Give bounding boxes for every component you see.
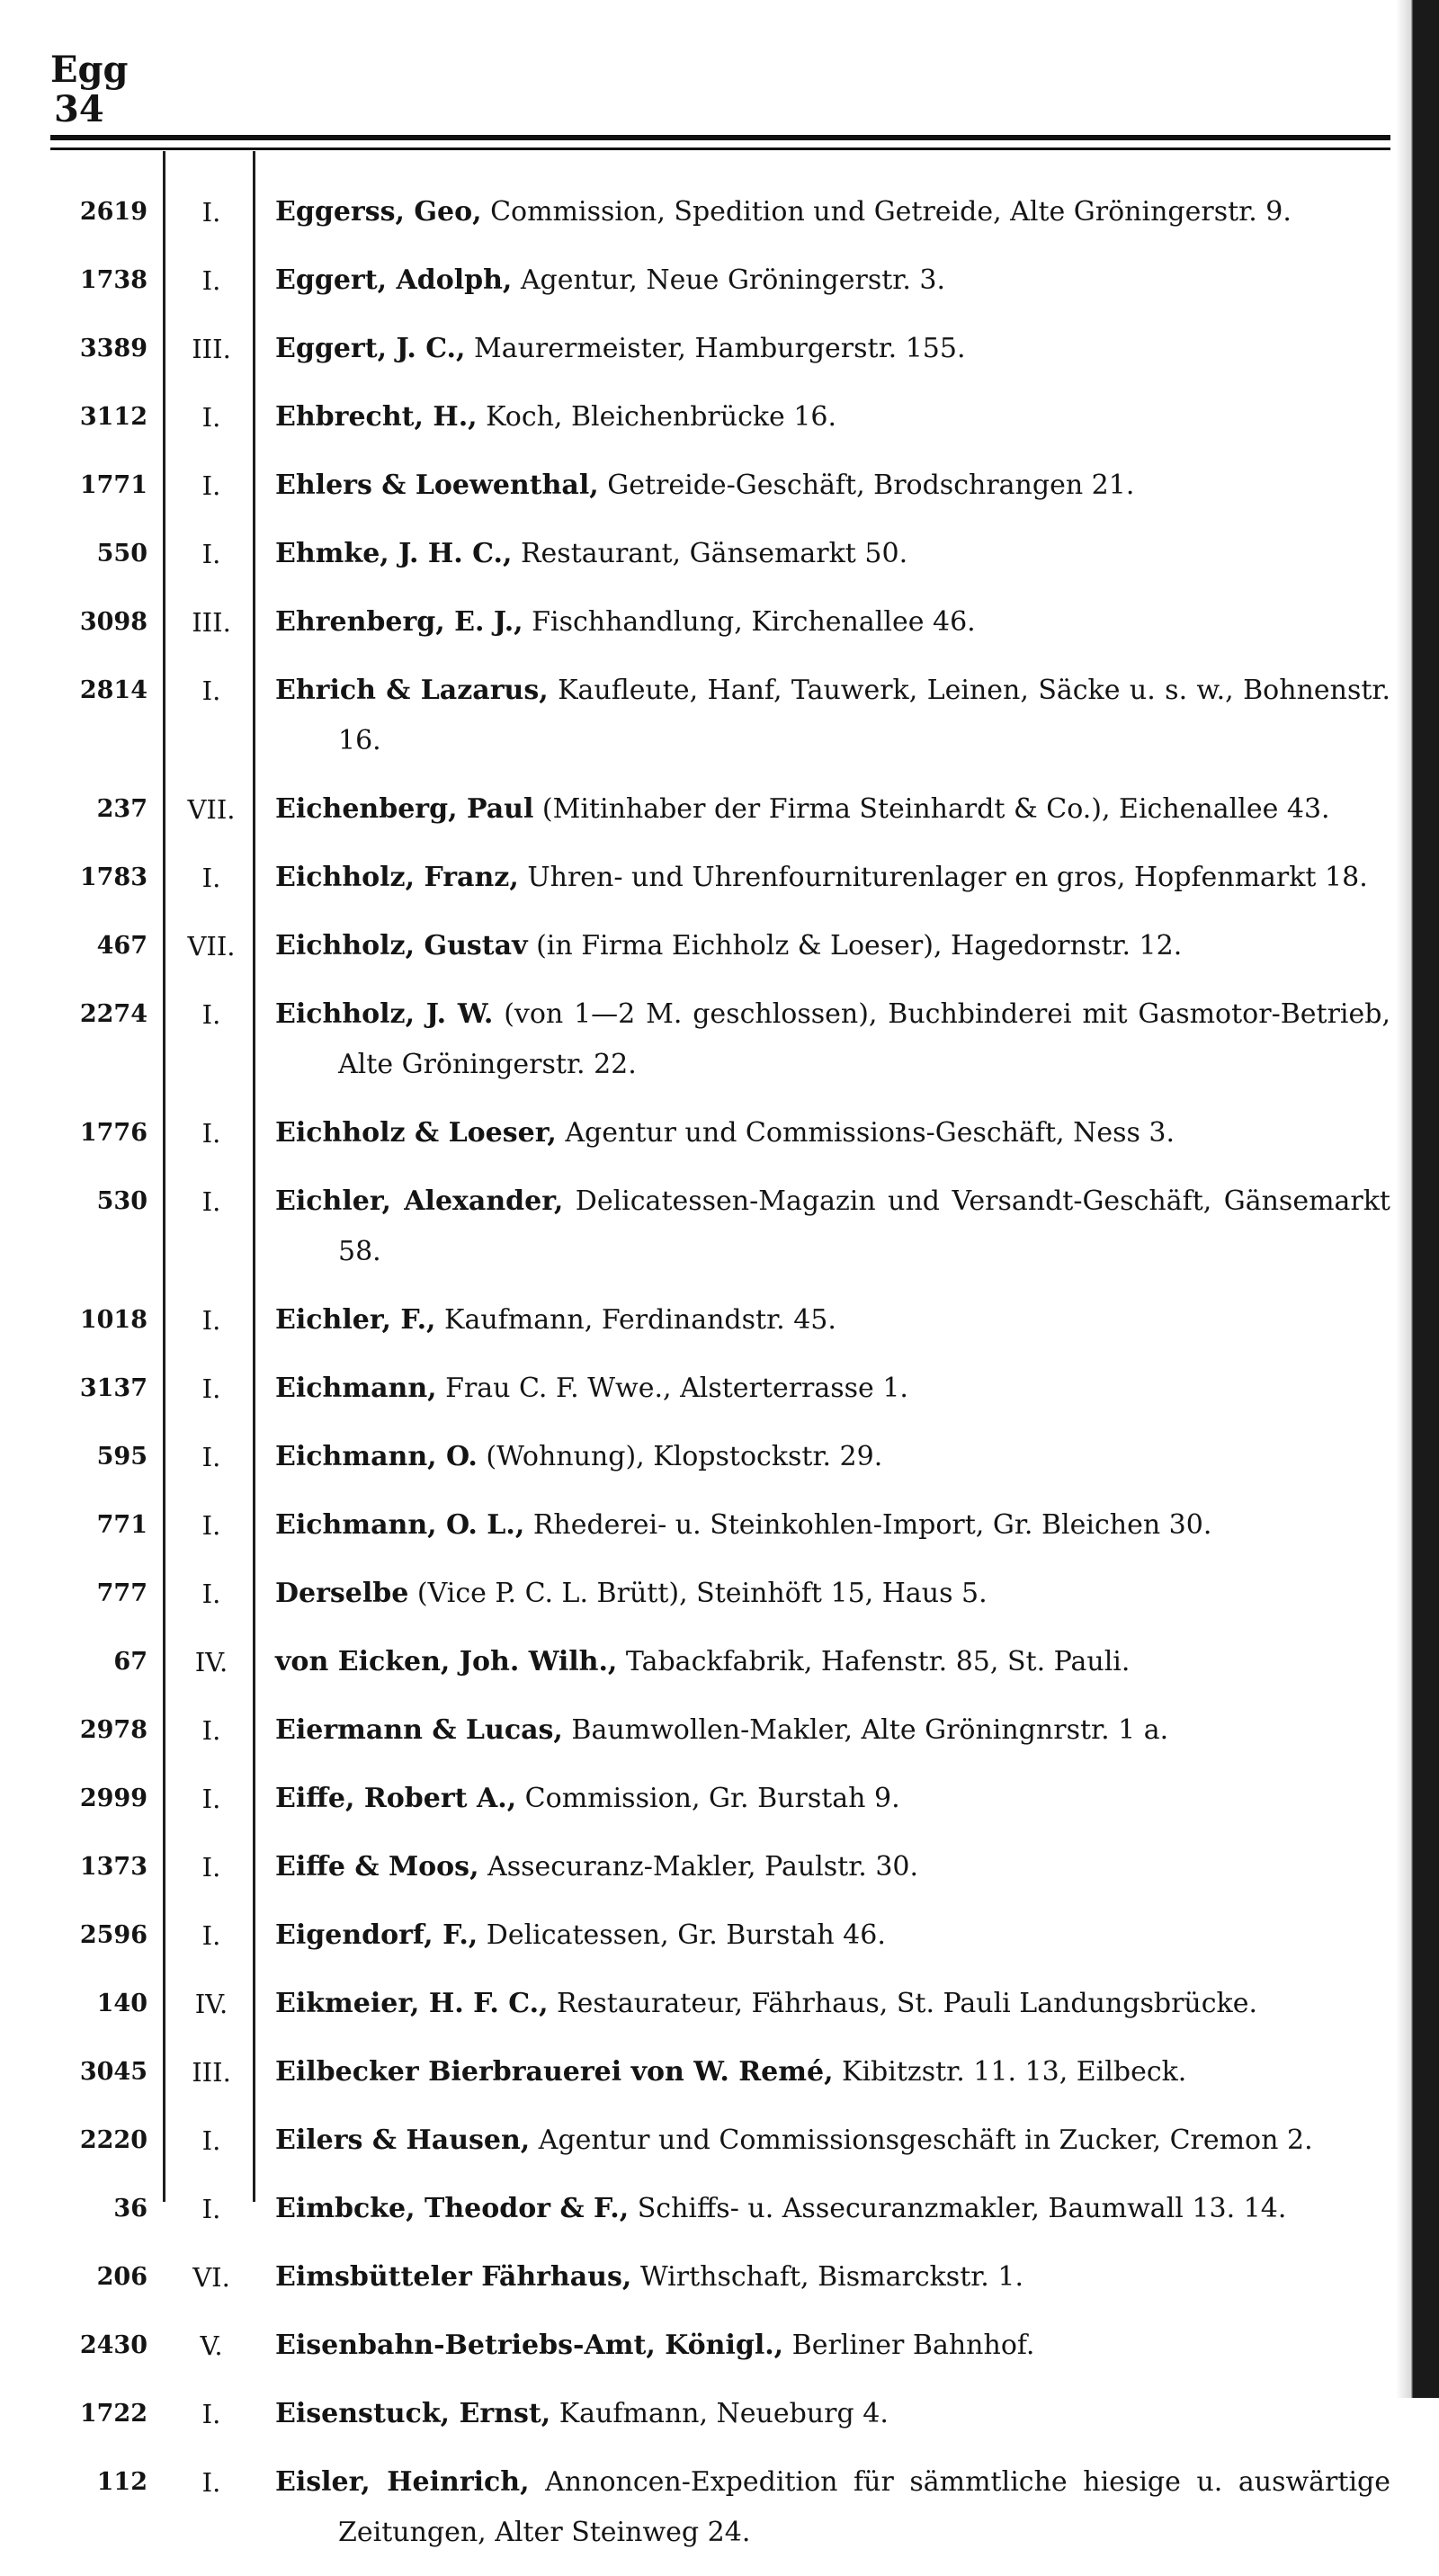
entry-number: 2274: [79, 1000, 147, 1028]
entry-district: I.: [201, 1784, 221, 1814]
entry-name: Eggert, J. C.,: [275, 333, 466, 364]
entry-name: Eichholz, Gustav: [275, 930, 528, 962]
entry-text: [275, 1979, 1390, 2029]
entry-number: 1018: [79, 1306, 147, 1334]
directory-entry: [50, 2115, 1390, 2166]
entry-district: I.: [201, 1715, 221, 1746]
directory-list: [50, 187, 1390, 2576]
directory-entry: [50, 324, 1390, 374]
entry-name: Eichler, Alexander,: [275, 1185, 564, 1217]
directory-entry: [50, 1774, 1390, 1824]
directory-entry: [50, 1176, 1390, 1277]
entry-details: Restaurateur, Fährhaus, St. Pauli Landungsbrücke.: [548, 1988, 1258, 2019]
entry-text: [275, 666, 1390, 766]
entry-details: Schiffs- u. Assecuranzmakler, Baumwall 13. 14.: [629, 2193, 1287, 2224]
entry-name: Eichenberg, Paul: [275, 793, 534, 825]
directory-entry: [50, 392, 1390, 443]
entry-details: Agentur und Commissionsgeschäft in Zucker, Cremon 2.: [530, 2124, 1313, 2156]
entry-text: [275, 1295, 1390, 1346]
entry-name: von Eicken, Joh. Wilh.,: [275, 1646, 618, 1677]
entry-details: Restaurant, Gänsemarkt 50.: [512, 538, 908, 569]
entry-details: (in Firma Eichholz & Loeser), Hagedornstr. 12.: [527, 930, 1183, 962]
entry-text: [275, 597, 1390, 648]
directory-entry: [50, 1637, 1390, 1687]
directory-entry: [50, 1108, 1390, 1158]
directory-entry: [50, 529, 1390, 579]
entry-name: Derselbe: [275, 1578, 409, 1609]
entry-number: 2978: [79, 1716, 147, 1744]
entry-district: I.: [201, 1118, 221, 1149]
entry-number: 1373: [79, 1853, 147, 1881]
entry-details: (Vice P. C. L. Brütt), Steinhöft 15, Haus 5.: [408, 1578, 988, 1609]
entry-details: Wirthschaft, Bismarckstr. 1.: [631, 2261, 1024, 2293]
entry-details: Berliner Bahnhof.: [783, 2330, 1035, 2361]
entry-district: IV.: [194, 1647, 228, 1677]
entry-text: [275, 187, 1390, 237]
entry-text: [275, 1774, 1390, 1824]
entry-text: [275, 1500, 1390, 1551]
entry-number: 36: [113, 2195, 147, 2223]
entry-details: Agentur und Commissions-Geschäft, Ness 3.: [556, 1117, 1175, 1149]
entry-number: 2814: [79, 676, 147, 704]
entry-number: 1738: [79, 266, 147, 294]
entry-text: [275, 853, 1390, 903]
entry-district: I.: [201, 197, 221, 228]
directory-entry: [50, 784, 1390, 835]
entry-district: I.: [201, 2467, 221, 2498]
entry-text: [275, 2457, 1390, 2558]
entry-name: Ehmke, J. H. C.,: [275, 538, 513, 569]
entry-district: I.: [201, 1510, 221, 1541]
entry-details: Baumwollen-Makler, Alte Gröningnrstr. 1 a.: [562, 1714, 1169, 1746]
header-rule-thin: [50, 148, 1390, 150]
entry-number: 67: [113, 1648, 147, 1676]
entry-district: I.: [201, 2399, 221, 2429]
entry-number: 467: [96, 932, 147, 960]
entry-name: Eichler, F.,: [275, 1304, 436, 1336]
entry-details: (Wohnung), Klopstockstr. 29.: [477, 1441, 883, 1472]
entry-text: [275, 2252, 1390, 2303]
entry-name: Ehrenberg, E. J.,: [275, 606, 523, 638]
entry-district: VI.: [192, 2262, 230, 2293]
entry-name: Eimbcke, Theodor & F.,: [275, 2193, 630, 2224]
entry-details: Agentur, Neue Gröningerstr. 3.: [512, 264, 946, 296]
entry-text: [275, 2321, 1390, 2371]
entry-district: I.: [201, 1579, 221, 1609]
entry-details: Rhederei- u. Steinkohlen-Import, Gr. Bleichen 30.: [524, 1509, 1212, 1541]
entry-number: 206: [96, 2263, 147, 2291]
entry-number: 2220: [79, 2126, 147, 2154]
entry-name: Ehlers & Loewenthal,: [275, 470, 599, 501]
entry-district: I.: [201, 1920, 221, 1951]
entry-district: VII.: [187, 794, 236, 825]
directory-entry: [50, 1500, 1390, 1551]
directory-entry: [50, 2457, 1390, 2558]
entry-district: III.: [192, 607, 231, 638]
entry-number: 2430: [79, 2331, 147, 2359]
directory-entry: [50, 187, 1390, 237]
entry-details: Kibitzstr. 11. 13, Eilbeck.: [833, 2056, 1187, 2088]
entry-text: [275, 2389, 1390, 2439]
entry-details: Commission, Spedition und Getreide, Alte Gröningerstr. 9.: [481, 196, 1292, 228]
entry-name: Eisenbahn-Betriebs-Amt, Königl.,: [275, 2330, 784, 2361]
directory-entry: [50, 2389, 1390, 2439]
entry-number: 140: [96, 1990, 147, 2017]
entry-text: [275, 1108, 1390, 1158]
entry-text: [275, 921, 1390, 971]
entry-number: 1776: [79, 1119, 147, 1147]
entry-details: Fischhandlung, Kirchenallee 46.: [523, 606, 976, 638]
directory-entry: [50, 989, 1390, 1090]
directory-entry: [50, 597, 1390, 648]
entry-number: 3045: [79, 2058, 147, 2086]
directory-entry: [50, 1979, 1390, 2029]
entry-text: [275, 2047, 1390, 2097]
entry-number: 3389: [79, 335, 147, 362]
entry-district: I.: [201, 265, 221, 296]
entry-text: [275, 2115, 1390, 2166]
header-keyword: Egg: [50, 49, 129, 91]
entry-text: [275, 2184, 1390, 2234]
directory-entry: [50, 853, 1390, 903]
entry-details: Koch, Bleichenbrücke 16.: [477, 401, 837, 433]
entry-text: [275, 1637, 1390, 1687]
entry-text: [275, 1176, 1390, 1277]
running-header: [50, 50, 128, 130]
entry-details: Getreide-Geschäft, Brodschrangen 21.: [598, 470, 1135, 501]
entry-name: Eichholz, Franz,: [275, 862, 519, 893]
entry-number: 530: [96, 1187, 147, 1215]
entry-number: 2999: [79, 1784, 147, 1812]
entry-number: 1722: [79, 2400, 147, 2428]
entry-number: 2596: [79, 1921, 147, 1949]
page-number: 34: [54, 88, 104, 130]
entry-district: I.: [201, 999, 221, 1030]
directory-entry: [50, 2047, 1390, 2097]
entry-text: [275, 461, 1390, 511]
entry-name: Ehrich & Lazarus,: [275, 675, 549, 706]
entry-number: 595: [96, 1443, 147, 1471]
entry-district: I.: [201, 1305, 221, 1336]
directory-entry: [50, 2252, 1390, 2303]
entry-district: VII.: [187, 931, 236, 962]
entry-district: I.: [201, 675, 221, 706]
entry-details: Kaufleute, Hanf, Tauwerk, Leinen, Säcke u. s. w., Bohnenstr. 16.: [338, 675, 1390, 756]
entry-district: I.: [201, 863, 221, 893]
entry-name: Eiffe & Moos,: [275, 1851, 479, 1883]
entry-details: Frau C. F. Wwe., Alsterterrasse 1.: [436, 1373, 908, 1404]
entry-text: [275, 1364, 1390, 1414]
directory-entry: [50, 1295, 1390, 1346]
entry-text: [275, 255, 1390, 306]
entry-name: Eikmeier, H. F. C.,: [275, 1988, 549, 2019]
entry-details: Commission, Gr. Burstah 9.: [516, 1783, 900, 1814]
header-rule: [50, 135, 1390, 140]
entry-name: Eichholz & Loeser,: [275, 1117, 557, 1149]
entry-number: 237: [96, 795, 147, 823]
directory-entry: [50, 1569, 1390, 1619]
entry-details: Delicatessen, Gr. Burstah 46.: [478, 1919, 886, 1951]
directory-entry: [50, 666, 1390, 766]
entry-text: [275, 324, 1390, 374]
entry-name: Eichmann,: [275, 1373, 437, 1404]
entry-number: 2619: [79, 198, 147, 226]
entry-number: 3112: [79, 403, 147, 431]
entry-district: I.: [201, 2125, 221, 2156]
entry-details: Assecuranz-Makler, Paulstr. 30.: [478, 1851, 919, 1883]
entry-district: I.: [201, 1852, 221, 1883]
entry-name: Eiffe, Robert A.,: [275, 1783, 517, 1814]
entry-details: Delicatessen-Magazin und Versandt-Geschäft, Gänsemarkt 58.: [338, 1185, 1390, 1267]
entry-number: 1771: [79, 471, 147, 499]
entry-name: Eisler, Heinrich,: [275, 2466, 530, 2498]
entry-district: IV.: [194, 1989, 228, 2019]
directory-entry: [50, 1432, 1390, 1482]
entry-name: Eimsbütteler Fährhaus,: [275, 2261, 632, 2293]
entry-name: Eichmann, O. L.,: [275, 1509, 525, 1541]
entry-name: Eilers & Hausen,: [275, 2124, 531, 2156]
entry-name: Eiermann & Lucas,: [275, 1714, 563, 1746]
entry-number: 550: [96, 540, 147, 568]
entry-text: [275, 989, 1390, 1090]
entry-details: Tabackfabrik, Hafenstr. 85, St. Pauli.: [617, 1646, 1131, 1677]
entry-text: [275, 1910, 1390, 1961]
entry-number: 777: [96, 1579, 147, 1607]
entry-details: Uhren- und Uhrenfourniturenlager en gros, Hopfenmarkt 18.: [518, 862, 1368, 893]
entry-district: I.: [201, 539, 221, 569]
entry-name: Eichmann, O.: [275, 1441, 478, 1472]
directory-entry: [50, 1910, 1390, 1961]
entry-district: V.: [200, 2330, 223, 2361]
entry-district: I.: [201, 1373, 221, 1404]
entry-details: Kaufmann, Ferdinandstr. 45.: [435, 1304, 836, 1336]
entry-district: I.: [201, 402, 221, 433]
directory-entry: [50, 255, 1390, 306]
page-edge-shadow: [1396, 0, 1439, 2398]
entry-text: [275, 1705, 1390, 1756]
entry-text: [275, 392, 1390, 443]
entry-details: (von 1—2 M. geschlossen), Buchbinderei mit Gasmotor-Betrieb, Alte Gröningerstr. 22.: [338, 998, 1391, 1080]
entry-district: I.: [201, 1186, 221, 1217]
entry-text: [275, 529, 1390, 579]
entry-details: Annoncen-Expedition für sämmtliche hiesige u. auswärtige Zeitungen, Alter Steinweg 24.: [338, 2466, 1391, 2548]
directory-entry: [50, 1705, 1390, 1756]
entry-district: III.: [192, 334, 231, 364]
entry-text: [275, 1842, 1390, 1892]
entry-district: I.: [201, 470, 221, 501]
entry-details: (Mitinhaber der Firma Steinhardt & Co.), Eichenallee 43.: [533, 793, 1330, 825]
entry-name: Eichholz, J. W.: [275, 998, 494, 1030]
entry-text: [275, 1569, 1390, 1619]
entry-details: Maurermeister, Hamburgerstr. 155.: [465, 333, 966, 364]
entry-district: III.: [192, 2057, 231, 2088]
directory-entry: [50, 921, 1390, 971]
entry-district: I.: [201, 1442, 221, 1472]
entry-name: Eggert, Adolph,: [275, 264, 513, 296]
directory-entry: [50, 2321, 1390, 2371]
entry-name: Ehbrecht, H.,: [275, 401, 478, 433]
entry-name: Eisenstuck, Ernst,: [275, 2398, 551, 2429]
entry-text: [275, 1432, 1390, 1482]
entry-name: Eilbecker Bierbrauerei von W. Remé,: [275, 2056, 834, 2088]
directory-entry: [50, 1364, 1390, 1414]
entry-number: 3098: [79, 608, 147, 636]
directory-entry: [50, 2184, 1390, 2234]
directory-entry: [50, 461, 1390, 511]
entry-district: I.: [201, 2194, 221, 2224]
entry-name: Eigendorf, F.,: [275, 1919, 478, 1951]
entry-details: Kaufmann, Neueburg 4.: [550, 2398, 889, 2429]
entry-number: 1783: [79, 863, 147, 891]
entry-number: 3137: [79, 1374, 147, 1402]
entry-number: 112: [96, 2468, 147, 2496]
entry-number: 771: [96, 1511, 147, 1539]
entry-text: [275, 784, 1390, 835]
directory-entry: [50, 1842, 1390, 1892]
entry-name: Eggerss, Geo,: [275, 196, 482, 228]
